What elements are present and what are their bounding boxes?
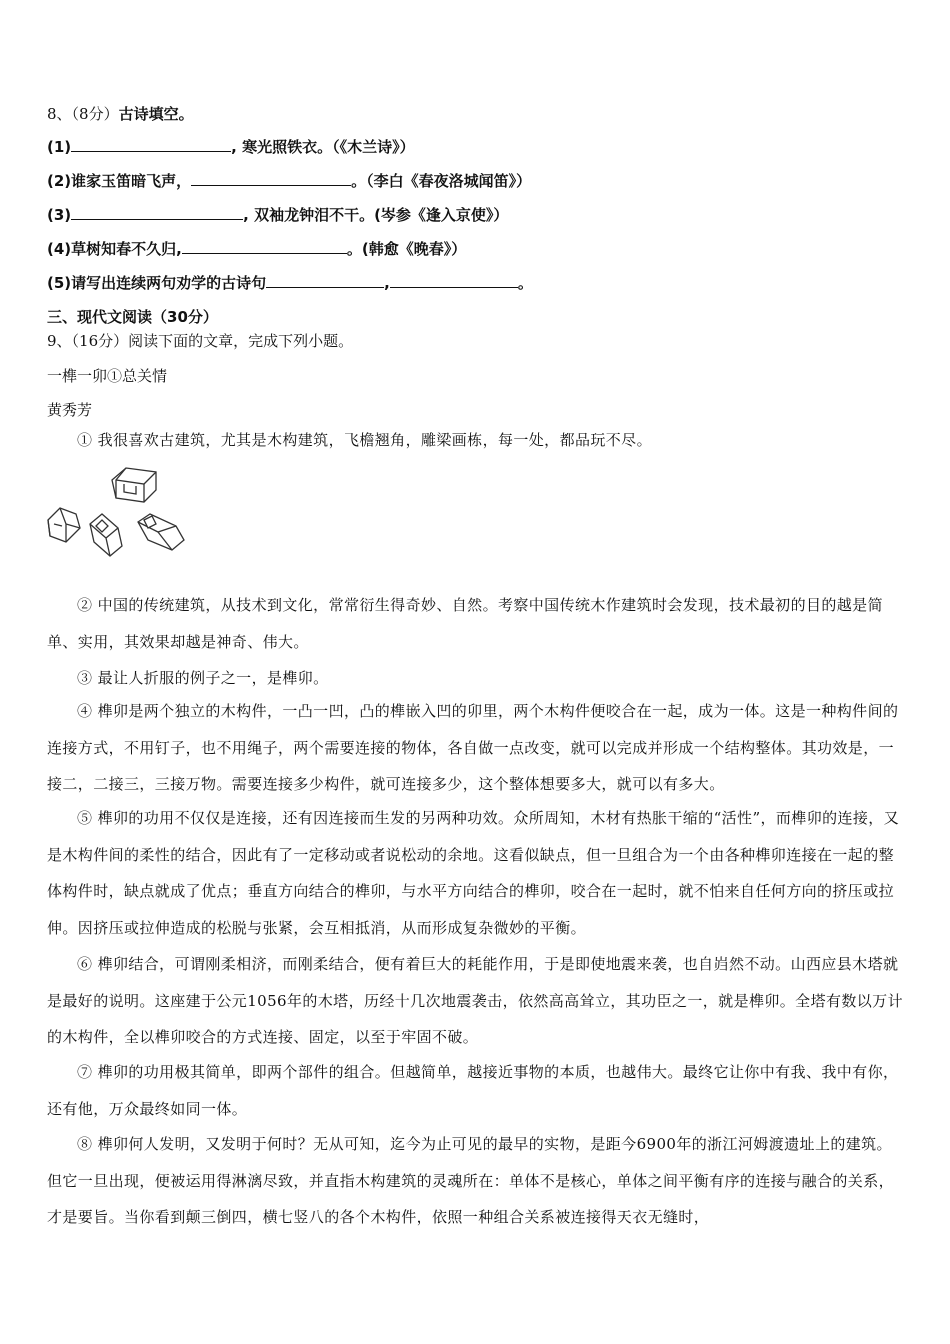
q8-number: 8、（8分） [47, 105, 119, 123]
item-text: , [384, 274, 390, 292]
article-paragraph-4: ④ 榫卯是两个独立的木构件，一凸一凹，凸的榫嵌入凹的卯里，两个木构件便咬合在一起，成为一体。这是一种构件间的连接方式，不用钉子，也不用绳子，两个需要连接的物体，各自做一点改变，就可以完成并形成一个结构整体。其功效是，一接二，二接三，三接万物。需要连接多少构件，就可连接多少，这个整体想要多大，就可以有多大。 [47, 702, 899, 794]
q8-title: 古诗填空。 [118, 105, 194, 123]
article-title: 一榫一卯①总关情 [47, 367, 168, 385]
article-paragraph-3: ③ 最让人折服的例子之一，是榫卯。 [77, 669, 329, 687]
item-text: (4)草树知春不久归, [47, 240, 182, 258]
answer-blank[interactable] [71, 137, 231, 152]
item-text: 。 [517, 274, 533, 292]
item-text: , 双袖龙钟泪不干。(岑参《逢入京使》） [243, 206, 509, 224]
item-text: 。(韩愈《晚春》） [346, 240, 467, 258]
article-paragraph-8: ⑧ 榫卯何人发明，又发明于何时？无从可知，迄今为止可见的最早的实物，是距今6900年的浙江河姆渡遗址上的建筑。但它一旦出现，便被运用得淋漓尽致，并直指木构建筑的灵魂所在：单体不是核心，单体之间平衡有序的连接与融合的关系，才是要旨。当你看到颠三倒四，横七竖八的各个木构件，依照一种组合关系被连接得天衣无缝时， [47, 1135, 895, 1227]
answer-blank[interactable] [71, 205, 243, 220]
article-paragraph-5: ⑤ 榫卯的功用不仅仅是连接，还有因连接而生发的另两种功效。众所周知，木材有热胀干缩的“活性”，而榫卯的连接，又是木构件间的柔性的结合，因此有了一定移动或者说松动的余地。这看似缺点，但一旦组合为一个由各种榫卯连接在一起的整体构件时，缺点就成了优点；垂直方向结合的榫卯，与水平方向结合的榫卯，咬合在一起时，就不怕来自任何方向的挤压或拉伸。因挤压或拉伸造成的松脱与张紧，会互相抵消，从而形成复杂微妙的平衡。 [47, 809, 900, 937]
article-author: 黄秀芳 [47, 401, 93, 419]
article-paragraph-7: ⑦ 榫卯的功用极其简单，即两个部件的组合。但越简单，越接近事物的本质，也越伟大。最终它让你中有我、我中有你，还有他，万众最终如同一体。 [47, 1063, 899, 1118]
answer-blank[interactable] [182, 239, 347, 254]
answer-blank[interactable] [390, 273, 518, 288]
item-text: (2)谁家玉笛暗飞声， [47, 172, 192, 190]
item-number: (3) [47, 206, 72, 224]
item-text: , 寒光照铁衣。（《木兰诗》） [231, 138, 415, 156]
article-paragraph-1: ① 我很喜欢古建筑，尤其是木构建筑，飞檐翘角，雕梁画栋，每一处，都品玩不尽。 [77, 431, 652, 449]
q9-header: 9、（16分）阅读下面的文章，完成下列小题。 [47, 332, 354, 350]
q8-item-2 [47, 171, 531, 191]
item-text: 。（李白《春夜洛城闻笛》） [351, 172, 532, 190]
article-paragraph-6: ⑥ 榫卯结合，可谓刚柔相济，而刚柔结合，便有着巨大的耗能作用，于是即使地震来袭，也自岿然不动。山西应县木塔就是最好的说明。这座建于公元1056年的木塔，历经十几次地震袭击，依然高高耸立，其功臣之一，就是榫卯。全塔有数以万计的木构件，全以榫卯咬合的方式连接、固定，以至于牢固不破。 [47, 955, 903, 1047]
q8-header [47, 104, 194, 124]
answer-blank[interactable] [191, 171, 351, 186]
q8-item-3 [47, 205, 508, 225]
q8-item-4 [47, 239, 466, 259]
item-number: (1) [47, 138, 72, 156]
article-paragraph-2: ② 中国的传统建筑，从技术到文化，常常衍生得奇妙、自然。考察中国传统木作建筑时会发现，技术最初的目的越是简单、实用，其效果却越是神奇、伟大。 [47, 596, 883, 651]
answer-blank[interactable] [266, 273, 384, 288]
section-title: 三、现代文阅读（30分） [47, 308, 218, 326]
item-text: (5)请写出连续两句劝学的古诗句 [47, 274, 267, 292]
q8-item-5 [47, 273, 533, 293]
mortise-tenon-illustration [44, 462, 194, 558]
q8-item-1 [47, 137, 415, 157]
